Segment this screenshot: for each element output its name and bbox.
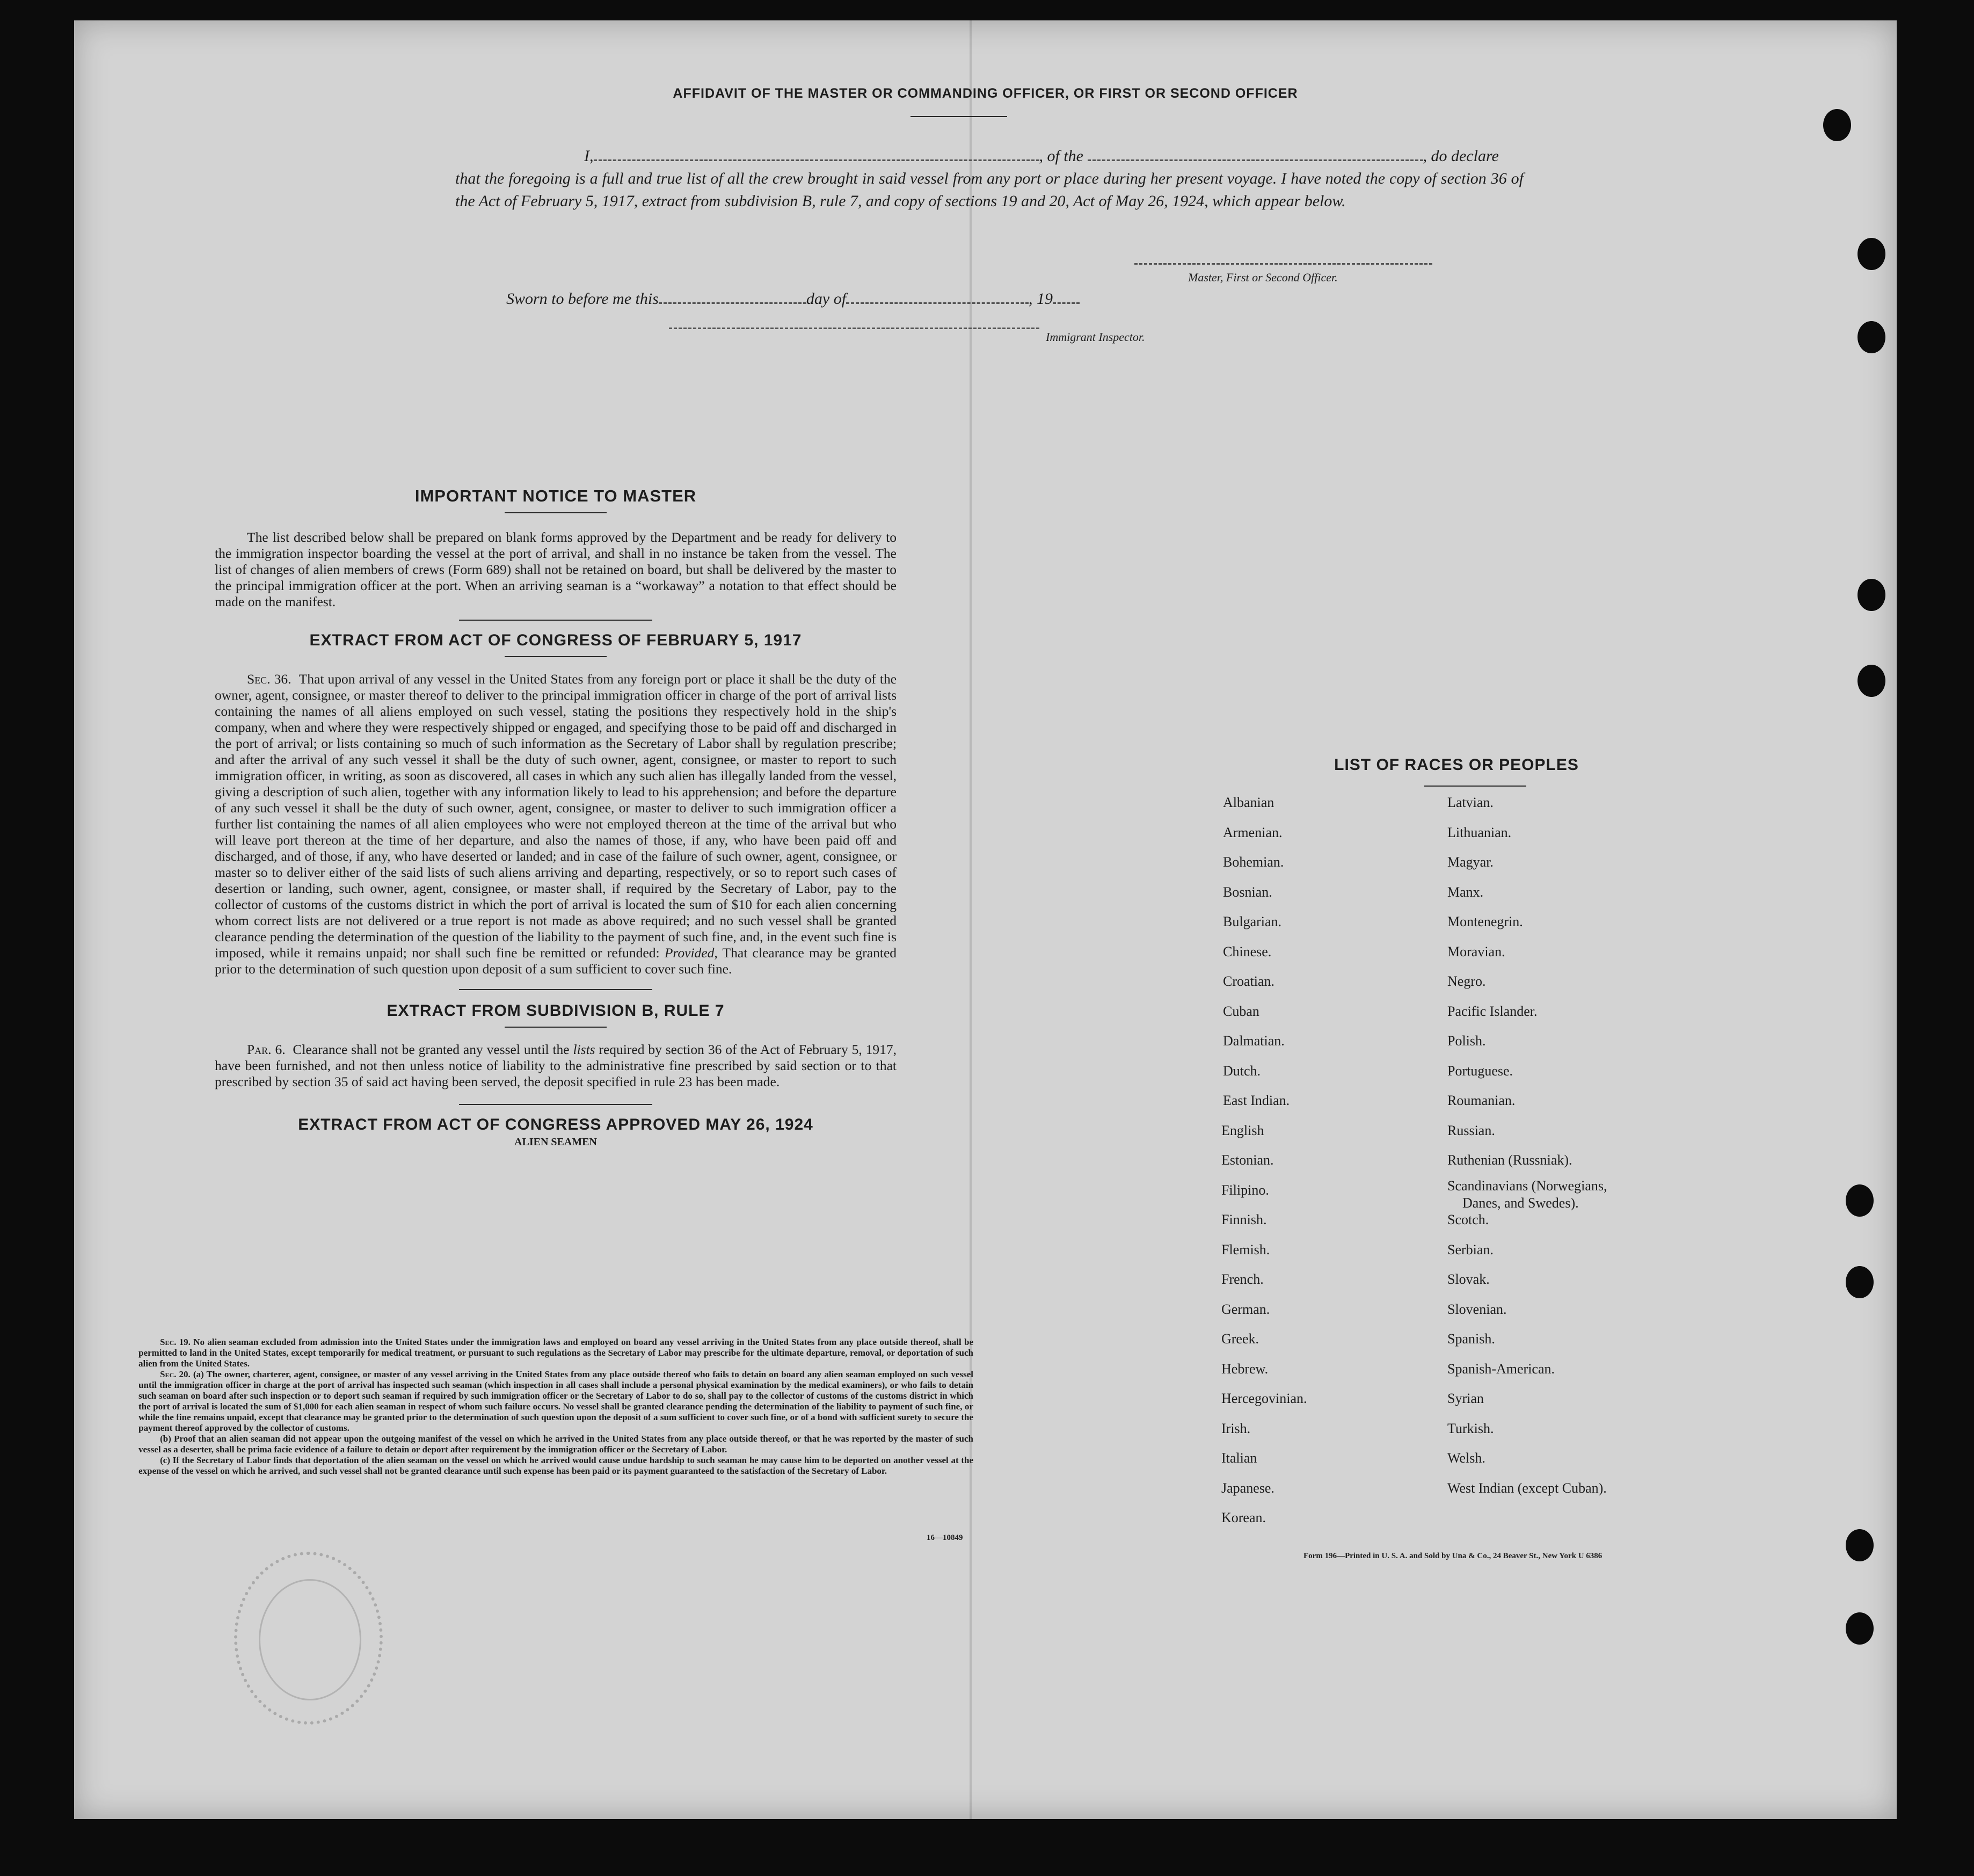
punch-hole	[1823, 109, 1851, 141]
sec-36-end: That clearance may be granted prior to the determination of such question upon deposit of a sum sufficient to cover such fine.	[215, 945, 897, 977]
sec-36-label: Sec. 36.	[247, 671, 292, 687]
notice-section	[215, 486, 897, 1148]
section-36-text	[215, 671, 897, 977]
divider	[505, 512, 607, 513]
sworn-prefix: Sworn to before me this	[506, 290, 659, 308]
race-right-item: Slovak.	[1447, 1271, 1490, 1287]
race-right-item: Slovenian.	[1447, 1301, 1507, 1317]
race-right-item: Roumanian.	[1447, 1093, 1516, 1108]
day-blank[interactable]	[659, 292, 806, 304]
affidavit-title: AFFIDAVIT OF THE MASTER OR COMMANDING OFFICER, OR FIRST OR SECOND OFFICER	[673, 86, 1298, 101]
race-right-item: Moravian.	[1447, 943, 1505, 959]
race-right-item: West Indian (except Cuban).	[1447, 1480, 1607, 1496]
race-left-item: Cuban	[1223, 1003, 1259, 1019]
race-right-item: Turkish.	[1447, 1420, 1494, 1436]
rule-7-text	[215, 1042, 897, 1090]
race-left-item: Bulgarian.	[1223, 914, 1282, 929]
race-right-item: Spanish-American.	[1447, 1361, 1555, 1377]
name-blank[interactable]	[594, 149, 1039, 161]
divider	[459, 620, 652, 621]
day-of-label: day of	[806, 290, 847, 308]
punch-hole	[1846, 1266, 1874, 1298]
divider	[910, 116, 1007, 117]
sec-20a-body: (a) The owner, charterer, agent, consignee, or master of any vessel arriving in the United States from any place outside thereof who fails to detain on board any alien seaman employed on such vessel until the immigration officer in charge at the port of arrival has inspected such seaman (which inspection in all cases shall include a personal physical examination by the medical examiners), or who fails to detain such seaman on board after such inspection or to deport such seaman if required by such immigration officer or the Secretary of Labor to do so, shall pay to the collector of customs of the customs district in which the port of arrival is located the sum of $1,000 for each alien seaman in respect of whom such failure occurs. No vessel shall be granted clearance pending the determination of the liability to payment of such fine, or while the fine remains unpaid, except that clearance may be granted prior to the determination of such question upon the deposit of a sum sufficient to cover such fine, or of a bond with sufficient surety to secure the payment thereof approved by the collector of customs.	[139, 1369, 974, 1433]
punch-hole	[1858, 321, 1885, 353]
race-left-item: Bosnian.	[1223, 884, 1272, 900]
punch-hole	[1858, 665, 1885, 697]
act-1924-body	[139, 1337, 973, 1477]
sworn-line	[506, 290, 1080, 308]
provided-label: Provided,	[664, 945, 718, 961]
form-number: 16—10849	[927, 1533, 963, 1542]
rule-7-text-b: required by section 36 of the Act of February 5, 1917, have been furnished, and not then unless notice of liability to the administrative fine prescribed by said section or to that prescribed by section 35 of said act having been served, the deposit specified in rule 23 has been made.	[215, 1042, 897, 1089]
race-left-item: French.	[1221, 1271, 1264, 1287]
lists-word: lists	[573, 1042, 595, 1057]
notice-title: IMPORTANT NOTICE TO MASTER	[414, 486, 697, 505]
race-left-item: English	[1221, 1122, 1264, 1138]
affidavit-i-label: I,	[584, 147, 594, 165]
par-6-label: Par. 6.	[247, 1042, 286, 1057]
race-right-item: Ruthenian (Russniak).	[1447, 1152, 1572, 1168]
race-left-item: Bohemian.	[1223, 854, 1284, 870]
affidavit-text: that the foregoing is a full and true list of all the crew brought in said vessel from any port or place during her present voyage. I have noted the copy of section 36 of the Act of February 5, 1917, extract from subdivision B, rule 7, and copy of sections 19 and 20, Act of May 26, 1924, which appear below.	[455, 170, 1524, 210]
act-1917-title: EXTRACT FROM ACT OF CONGRESS OF FEBRUARY 5, 1917	[309, 631, 802, 649]
race-left-item: Korean.	[1221, 1510, 1266, 1525]
affidavit-body	[455, 145, 1524, 213]
race-right-item: Latvian.	[1447, 795, 1494, 810]
race-left-item: German.	[1221, 1301, 1270, 1317]
month-blank[interactable]	[846, 292, 1029, 304]
sec-36-body: That upon arrival of any vessel in the United States from any foreign port or place it shall be the duty of the owner, agent, consignee, or master thereof to deliver to the principal immigration officer in charge of the port of arrival lists containing the names of all aliens employed on such vessel, stating the positions they respectively hold in the ship's company, when and where they were respectively shipped or engaged, and specifying those to be paid off and discharged in the port of arrival; or lists containing so much of such information as the Secretary of Labor shall by regulation prescribe; and after the arrival of any such vessel it shall be the duty of such owner, agent, consignee, or master to report to such immigration officer, in writing, as soon as discovered, all cases in which any such alien has illegally landed from the vessel, giving a description of such alien, together with any information likely to lead to his apprehension; and before the departure of any such vessel it shall be the duty of such owner, agent, consignee, or master to deliver to such immigration officer a further list containing the names of all alien employees who were not employed thereon at the time of the arrival but who will leave port thereon at the time of her departure, and also the names of those, if any, who have been paid off and discharged, and of those, if any, who have deserted or landed; and in case of the failure of such owner, agent, consignee, or master so to deliver either of the said lists of such aliens arriving and departing, respectively, or so to report such cases of desertion or landing, such owner, agent, consignee, or master shall, if required by the Secretary of Labor, pay to the collector of customs of the customs district in which the port of arrival is located the sum of $10 for each alien concerning whom correct lists are not delivered or a true report is not made as above required; and no such vessel shall be granted clearance pending the determination of the question of the liability to the payment of such fine, and, in the event such fine is imposed, while it remains unpaid; nor shall such fine be remitted or refunded:	[215, 671, 897, 961]
divider	[459, 1104, 652, 1105]
race-left-item: Finnish.	[1221, 1212, 1267, 1227]
affidavit-of-the: , of the	[1039, 147, 1083, 165]
race-right-item: Scandinavians (Norwegians,	[1447, 1177, 1607, 1194]
race-right-item: Russian.	[1447, 1122, 1495, 1138]
race-left-item: Hercegovinian.	[1221, 1391, 1307, 1406]
race-right-item: Polish.	[1447, 1033, 1486, 1049]
embossed-seal	[234, 1552, 383, 1725]
race-left-item: Irish.	[1221, 1420, 1251, 1436]
race-left-item: Croatian.	[1223, 973, 1275, 989]
races-title: LIST OF RACES OR PEOPLES	[1334, 756, 1579, 774]
sec-19-label: Sec. 19.	[160, 1337, 191, 1347]
race-right-item: Lithuanian.	[1447, 824, 1512, 840]
divider	[459, 989, 652, 990]
race-left-item: Flemish.	[1221, 1241, 1270, 1257]
printer-footer: Form 196—Printed in U. S. A. and Sold by Una & Co., 24 Beaver St., New York U 6386	[1303, 1552, 1602, 1560]
race-left-item: Dutch.	[1223, 1063, 1261, 1079]
race-right-item: Montenegrin.	[1447, 914, 1523, 929]
race-left-item: Albanian	[1223, 795, 1274, 810]
inspector-caption: Immigrant Inspector.	[1046, 330, 1145, 344]
divider	[505, 656, 607, 657]
punch-hole	[1858, 579, 1885, 611]
manifest-sheet	[74, 20, 1897, 1819]
signature-line[interactable]	[1134, 263, 1432, 265]
race-right-item: Negro.	[1447, 973, 1486, 989]
year-blank[interactable]	[1053, 292, 1080, 304]
sec-19-body: No alien seaman excluded from admission into the United States under the immigration laws and employed on board any vessel arriving in the United States from any place outside thereof, shall be permitted to land in the United States, except temporarily for medical treatment, or pursuant to such regulations as the Secretary of Labor may prescribe for the ultimate departure, removal, or deportation of such alien from the United States.	[139, 1337, 974, 1369]
rule-7-text-a: Clearance shall not be granted any vessel until the	[293, 1042, 570, 1057]
sec-20-label: Sec. 20.	[160, 1369, 191, 1379]
race-right-item: Spanish.	[1447, 1331, 1495, 1347]
race-left-item: Filipino.	[1221, 1182, 1269, 1198]
race-right-item: Magyar.	[1447, 854, 1494, 870]
sec-19-text	[139, 1337, 973, 1369]
race-right-item: Manx.	[1447, 884, 1484, 900]
race-right-item: Pacific Islander.	[1447, 1003, 1538, 1019]
punch-hole	[1846, 1529, 1874, 1561]
sec-20a-text	[139, 1369, 973, 1434]
signature-caption: Master, First or Second Officer.	[1188, 271, 1338, 284]
vessel-blank[interactable]	[1088, 149, 1423, 161]
sec-20b-text: (b) Proof that an alien seaman did not appear upon the outgoing manifest of the vessel on which he arrived in the United States from any place outside thereof, or that he was reported by the master of such vessel as a deserter, shall be prima facie evidence of a failure to detain or deport after requirement by the immigration officer or the Secretary of Labor.	[139, 1434, 973, 1455]
punch-hole	[1846, 1612, 1874, 1645]
year-prefix: , 19	[1029, 290, 1053, 308]
race-left-item: East Indian.	[1223, 1093, 1290, 1108]
race-right-item: Portuguese.	[1447, 1063, 1513, 1079]
race-left-item: Chinese.	[1223, 943, 1272, 959]
inspector-line[interactable]	[669, 328, 1039, 329]
race-left-item: Hebrew.	[1221, 1361, 1269, 1377]
race-right-item: Scotch.	[1447, 1212, 1489, 1227]
rule-7-title: EXTRACT FROM SUBDIVISION B, RULE 7	[387, 1002, 725, 1020]
act-1924-title: EXTRACT FROM ACT OF CONGRESS APPROVED MAY 26, 1924	[298, 1116, 813, 1133]
divider	[505, 1027, 607, 1028]
divider	[1424, 786, 1526, 787]
race-right-item: Serbian.	[1447, 1241, 1494, 1257]
race-left-item: Japanese.	[1221, 1480, 1274, 1496]
race-left-item: Greek.	[1221, 1331, 1259, 1347]
race-right-item: Welsh.	[1447, 1450, 1485, 1466]
punch-hole	[1846, 1184, 1874, 1217]
punch-hole	[1858, 238, 1885, 270]
alien-seamen-subtitle: ALIEN SEAMEN	[514, 1136, 597, 1148]
notice-text: The list described below shall be prepared on blank forms approved by the Department and be ready for delivery to the immigration inspector boarding the vessel at the port of arrival, and shall in no instance be taken from the vessel. The list of changes of alien members of crews (Form 689) shall not be retained on board, but shall be delivered by the master to the principal immigration officer at the port. When an arriving seaman is a “workaway” a notation to that effect should be made on the manifest.	[215, 529, 897, 609]
race-left-item: Dalmatian.	[1223, 1033, 1285, 1049]
race-right-item: Danes, and Swedes).	[1462, 1195, 1579, 1211]
affidavit-do-declare: , do declare	[1423, 147, 1499, 165]
race-left-item: Armenian.	[1223, 824, 1283, 840]
race-left-item: Italian	[1221, 1450, 1257, 1466]
race-right-item: Syrian	[1447, 1391, 1484, 1406]
race-left-item: Estonian.	[1221, 1152, 1274, 1168]
sec-20c-text: (c) If the Secretary of Labor finds that deportation of the alien seaman on the vessel on which he arrived would cause undue hardship to such seaman he may cause him to be deported on another vessel at the expense of the vessel on which he arrived, and such vessel shall not be granted clearance until such expense has been paid or its payment guaranteed to the satisfaction of the Secretary of Labor.	[139, 1455, 973, 1476]
